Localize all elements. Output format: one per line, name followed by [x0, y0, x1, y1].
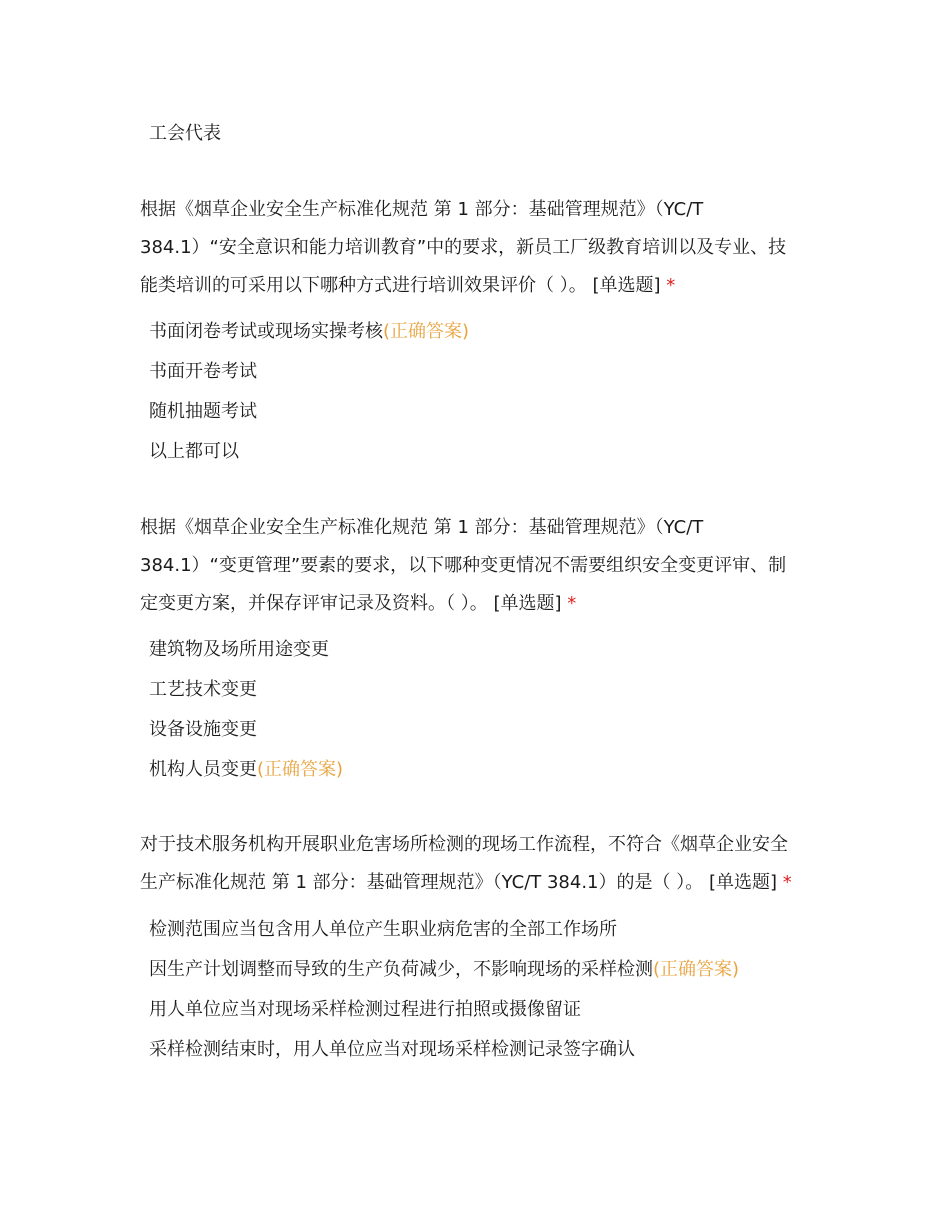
option-text: 检测范围应当包含用人单位产生职业病危害的全部工作场所 — [149, 919, 617, 940]
correct-answer-tag: (正确答案) — [383, 321, 470, 342]
question-3-option-4[interactable] — [149, 1038, 635, 1062]
question-3-option-2[interactable] — [149, 958, 739, 982]
option-text: 用人单位应当对现场采样检测过程进行拍照或摄像留证 — [149, 999, 581, 1020]
question-2-line-1: 根据《烟草企业安全生产标准化规范 第 1 部分：基础管理规范》（YC/T — [140, 517, 704, 538]
correct-answer-tag: (正确答案) — [653, 959, 740, 980]
question-1-option-4[interactable] — [149, 440, 239, 464]
question-1-line-3-text: 能类培训的可采用以下哪种方式进行培训效果评价（ ）。 — [140, 275, 587, 296]
question-3-line-1: 对于技术服务机构开展职业危害场所检测的现场工作流程，不符合《烟草企业安全 — [140, 834, 788, 855]
option-text: 随机抽题考试 — [149, 401, 257, 422]
question-1-option-3[interactable] — [149, 400, 257, 424]
question-1-line-1: 根据《烟草企业安全生产标准化规范 第 1 部分：基础管理规范》（YC/T — [140, 199, 704, 220]
correct-answer-tag: (正确答案) — [257, 759, 344, 780]
option-text: 工艺技术变更 — [149, 679, 257, 700]
required-mark: * — [666, 275, 676, 296]
question-type-tag: [单选题] — [493, 593, 562, 614]
option-text: 因生产计划调整而导致的生产负荷减少，不影响现场的采样检测 — [149, 959, 653, 980]
option-text: 采样检测结束时，用人单位应当对现场采样检测记录签字确认 — [149, 1039, 635, 1060]
question-2-option-3[interactable] — [149, 718, 257, 742]
option-text: 书面开卷考试 — [149, 361, 257, 382]
option-text: 工会代表 — [149, 123, 221, 144]
question-1 — [140, 191, 820, 305]
question-1-option-1[interactable] — [149, 320, 469, 344]
question-2-line-3-text: 定变更方案，并保存评审记录及资料。（ ）。 — [140, 593, 488, 614]
question-2-line-3 — [140, 585, 820, 623]
question-3-option-1[interactable] — [149, 918, 617, 942]
option-text: 设备设施变更 — [149, 719, 257, 740]
question-1-option-2[interactable] — [149, 360, 257, 384]
required-mark: * — [782, 872, 792, 893]
option-text: 机构人员变更 — [149, 759, 257, 780]
question-type-tag: [单选题] — [708, 872, 778, 893]
required-mark: * — [567, 593, 577, 614]
option-prev-question — [149, 122, 221, 146]
question-3-option-3[interactable] — [149, 998, 581, 1022]
question-2-line-2: 384.1）“变更管理”要素的要求，以下哪种变更情况不需要组织安全变更评审、制 — [140, 555, 787, 576]
question-type-tag: [单选题] — [592, 275, 661, 296]
question-3-line-2-text: 生产标准化规范 第 1 部分：基础管理规范》（YC/T 384.1）的是（ ）。 — [140, 872, 704, 893]
question-2-option-4[interactable] — [149, 758, 343, 782]
option-text: 以上都可以 — [149, 441, 239, 462]
question-3-line-2 — [140, 864, 820, 902]
question-1-line-3 — [140, 267, 820, 305]
option-text: 书面闭卷考试或现场实操考核 — [149, 321, 383, 342]
question-3 — [140, 826, 820, 902]
question-2-option-1[interactable] — [149, 638, 329, 662]
question-1-line-2: 384.1）“安全意识和能力培训教育”中的要求，新员工厂级教育培训以及专业、技 — [140, 237, 787, 258]
question-2-option-2[interactable] — [149, 678, 257, 702]
option-text: 建筑物及场所用途变更 — [149, 639, 329, 660]
question-2 — [140, 509, 820, 623]
